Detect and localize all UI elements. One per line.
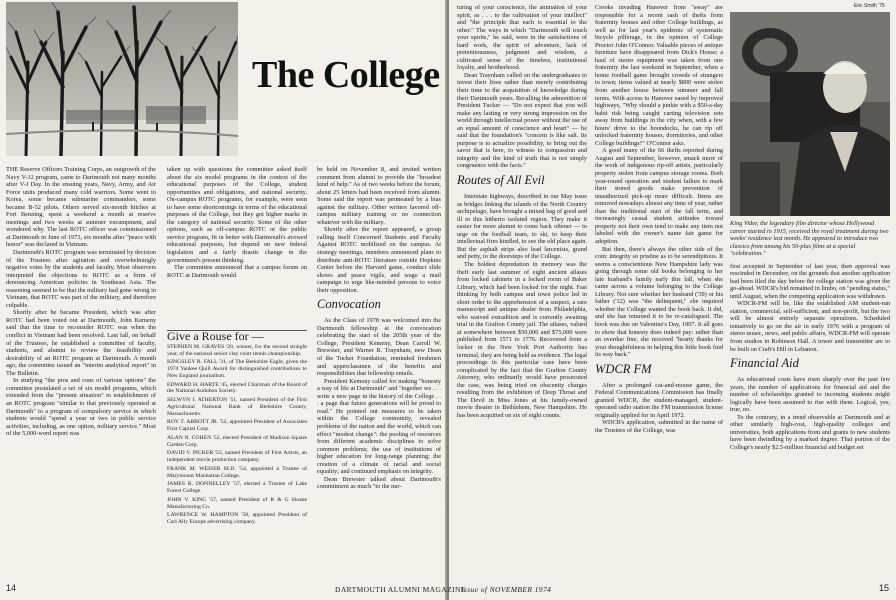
paragraph: The boldest depredation in memory was the theft early last summer of eight ancient atlases from locked cabinets in a locked room of Baker Library, which had been locked for the night. Fast thinking by both campus and town police led in short order to the apprehension of a suspect, a rare manuscript and antique dealer from Philadelphia, who waived extradition and is currently awaiting trial in the Grafton County jail. The atlases, valued at somewhere between $50,000 and $75,000 were published from 1571 to 1776. Recovered from a locker in the New York Port Authority bus terminal, they are being held as evidence. The legal proceedings in this particular case have been complicated by the fact that the Grafton County Attorney, who ordinarily would have prosecuted the case, was being tried on obscenity charges resulting from the exhibition of Deep Throat and The Devil in Miss Jones at his family-owned movie theater in Bethlehem, New Hampshire. He has been acquitted on six of eight counts. xyxy=(457,260,587,419)
paragraph: taken up with questions the committee asked itself about the six model programs in the context of the educational purposes of the College, student opportunities and obligations, and national security. On-campus ROTC programs, for example, were seen to have some shortcomings in terms of the educational purposes of the College, but they got higher marks in the category of national security. Some of the other options, such as off-campus ROTC or the public service program, fit in better with Dartmouth's avowed educational purposes, but depend on new federal legislation and a fairly drastic change in the government's present thinking. xyxy=(167,166,307,264)
right-page xyxy=(449,0,896,600)
paragraph: WDCR's application, submitted in the name of the Trustees of the College, was xyxy=(595,419,723,434)
paragraph: But then, there's always the other side of the coin: integrity so pristine as to be serendipitous. It seems a conscientious New Hampshire lady was going through some old books belonging to her late husband's family early this fall, when she came across a volume belonging to the College Library. Not sure whether her husband ('39) or his father ('12) was "the delinquent," she inquired whether the College wanted the book back. It did, and she has returned it to be re-catalogued. The book was due on Valentine's Day, 1907. It all goes to show that honesty does indeed pay: rather than an overdue fine, she received "hearty thanks for your thoughtfulness in helping this little book find its way back." xyxy=(595,245,723,359)
left-page xyxy=(0,0,447,600)
box-entry: SELWYN I. ATHERTON '51, named President of the First Agricultural National Bank of Berkshire County, Massachusetts. xyxy=(167,397,307,417)
box-entry: KINGSLEY R. FALL '31, of The Berkshire Eagle, given the 1974 Yankee Quill Award for distinguished contributions to New England journalism. xyxy=(167,359,307,379)
king-vidor-photo xyxy=(730,12,890,216)
paragraph: Dean Brewster talked about Dartmouth's commitment as much "to the nur- xyxy=(317,475,441,491)
paragraph: Shortly after the report appeared, a group calling itself Concerned Students and Faculty Against ROTC mobilized on the campus. At strategy meetings, members announced plans to distribute anti-ROTC literature outside Hopkins Center before the Harvard game, conduct slide shows and peace vigils, and wage a mail campaign to urge like-minded persons to voice their opposition. xyxy=(317,226,441,294)
heading-routes: Routes of All Evil xyxy=(457,173,545,188)
paragraph: Shortly after he became President, which was after ROTC had been voted out at Dartmouth, John Kemeny said that the time to reconsider ROTC was when the conflict in Vietnam had been resolved. Last fall, on behalf of the Trustees, he established a committee of faculty, students, and alumni to review the feasibility and desirability of an ROTC program at Dartmouth. A month ago, the committee issued an "interim analytical report" in The Bulletin. xyxy=(6,309,156,377)
article-column-r3 xyxy=(730,220,890,592)
article-column-3 xyxy=(317,166,441,588)
box-entry: ROY T. ABBOTT JR. '52, appointed President of Associates First Capital Corp. xyxy=(167,419,307,432)
box-entry: EDWARD H. HARTE '45, elected Chairman of the Board of the National Audubon Society. xyxy=(167,381,307,395)
give-a-rouse-box xyxy=(167,330,307,579)
article-column-2 xyxy=(167,166,307,326)
paragraph: be held on November 8, and invited written comment from alumni to provide the "broadest kind of help." As of two weeks before the forum, about 25 letters had been received from alumni. Some said the report was permeated by a bias against the military. Other writers favored off-campus military training or no connection whatever with the military. xyxy=(317,166,441,226)
box-heading: Give a Rouse for — xyxy=(167,330,264,343)
issue-line: Issue of NOVEMBER 1974 xyxy=(461,585,552,594)
paragraph: In studying "the pros and cons of various options" the committee postulated a set of six model programs, which extended from the "present situation" to establishment of an ROTC program "similar to that previously operated at Dartmouth" to a program of compulsory service in which students would "spend a year or two in public service activities, including, as one option, military service." Most of the 5,000-word report was xyxy=(6,377,156,438)
paragraph: To the contrary, in a trend observable at Dartmouth and at other similarly high-cost, high-quality colleges and universities, both applications from and grants to new students have been dwindling by a marked degree. That portion of the College's nearly $2.5-million financial aid budget set xyxy=(730,413,890,451)
campus-trees-image xyxy=(6,2,238,156)
heading-financial-aid: Financial Aid xyxy=(730,356,799,371)
heading-convocation: Convocation xyxy=(317,297,381,312)
paragraph: Interstate highways, described in our May issue as bridges linking the islands of the North Country archipelago, have brought a mixed bag of good and ill to this hitherto isolated region. They make it easier for more alumni to come back oftener — to urge on the football team, to ski, to keep their intellectual fires kindled, to see the old place again. But the asphalt strips also lead larcenists, grand and petty, to the doorsteps of the College. xyxy=(457,193,587,261)
section-title: The College xyxy=(252,54,440,96)
photo-credit: Eric Smith '75 xyxy=(854,3,885,9)
paragraph: first accepted in September of last year, then approval was rescinded in December, on the grounds that another application had been filed the day before the college station was given the go-ahead. WDCR's bid remained in limbo, on "pending status," until August, when the competing application was withdrawn. xyxy=(730,262,890,300)
paragraph: Dean Traynham called on the undergraduates to invest their lives rather than merely contributing their time to the acquisition of knowledge during their Dartmouth years. Recalling the admonition of President Tucker — "Do not expect that you will make any lasting or very strong impression on the world through intellectual power without the use of an equal amount of conscience and heart" — he said that the foundation's "concern is like salt. Its purpose is to actualize possibility, to bring out the savor that is here, to witness to compassion and integrity and the kind of truth that is not simply congruence with the facts." xyxy=(457,71,587,170)
article-column-r2 xyxy=(595,4,723,592)
paragraph: WDCR-FM will be, like the established AM student-run station, commercial, self-sufficient, and non-profit, but the two will be almost entirely separate operations. Scheduled tentatively to go on the air in early 1976 with a program of stereo music, news, and public affairs, WDCR-FM will operate from studios in Robinson Hall. A tower and transmitter are to be built on Craft's Hill in Lebanon. xyxy=(730,300,890,353)
magazine-name: DARTMOUTH ALUMNI MAGAZINE xyxy=(335,585,466,594)
paragraph: Dartmouth's ROTC program was terminated by decision of the Trustees after agitation and overwhelmingly negative votes by the students and faculty. Most observers interpreted the objections to ROTC as a form of denouncing American policies in Southeast Asia. The reasoning seemed to be that the military had gone wrong in Vietnam, that ROTC was part of the military, and therefore culpable. xyxy=(6,249,156,309)
paragraph: turing of your conscience, the animation of your spirit, as . . . to the cultivation of your intellect" and "the principle that each is essential to the other." The ways in which "Dartmouth will touch your spirits," he said, were in the satisfactions of hard work, the spirit of adventure, lack of pretentiousness, judgment and wisdom, a cultivated sense of the timeless, institutional loyalty, and brotherhood. xyxy=(457,4,587,72)
paragraph: After a prolonged cat-and-mouse game, the Federal Communications Commission has finally granted WDCR, the student-managed, student-operated radio station the FM transmission license originally applied for in April 1972. xyxy=(595,381,723,419)
box-entry: JOHN V. KING '57, named President of R & G Sloane Manufacturing Co. xyxy=(167,496,307,510)
paragraph: THE Reserve Officers Training Corps, an outgrowth of the Navy V-12 program, came to Dartmouth not many months after V-J Day. In the ensuing years, Navy, Army, and Air Force units produced many cold warriors. Some went to Korea, some became submarine commanders, some became B-52 pilots. Others served six-month hitches at Fort Benning, spent a weekend a month at reserve meetings and two weeks at summer encampment, and wondered why. The last ROTC officer was commissioned at Dartmouth in June of 1973, six months after "peace with honor" was declared in Vietnam. xyxy=(6,166,156,249)
page-number-right: 15 xyxy=(879,583,890,593)
paragraph: Crooks invading Hanover from "away" are responsible for a recent rash of thefts from fraternity houses and other College buildings, as well as for last year's epidemic of systematic bicycle pilferage, in the opinion of College Proctor John O'Connor. Valuable pieces of antique furniture have disappeared from Dick's House; a haul of stereo equipment was taken from one fraternity the last weekend in September, when a home football game brought crowds of strangers to town; items valued at nearly $800 were stolen from another house between summer and fall terms. With access to Hanover eased by improved highways, "Why should a junkie with a $50-a-day habit risk being caught carting television sets away from buildings in the city when, with a few hours' drive to the boondocks, he can rip off unlocked fraternity houses, dormitories, and other College buildings?" O'Connor asks. xyxy=(595,4,723,147)
box-entry: STEPHEN M. GRAVES '20, winner, for the second straight year, of the national senior clay court tennis championship. xyxy=(167,343,307,357)
article-column-1 xyxy=(6,166,156,580)
paragraph: As the Class of 1978 was welcomed into the Dartmouth fellowship at the convocation celebrating the start of the 205th year of the College, President Kemeny, Dean Carroll W. Brewster, and Warner R. Traynham, new Dean of the Tucker Foundation, reminded freshmen and upperclassmen of the benefits and responsibilities that fellowship entails. xyxy=(317,317,441,378)
portrait-image xyxy=(730,12,890,216)
paragraph: President Kemeny called for making "honesty a way of life at Dartmouth" and "together we . . . write a new page in the history of the College . . . a page that future generations will be proud to read." He pointed out measures to be taken within the College community, revealed problems of the nation and the world, which can effect "modest change": the pooling of resources from different academic disciplines to solve common problems; the use of institutions of higher education for long-range planning; the creation of a climate of racial and social equality; and continued emphasis on integrity. xyxy=(317,377,441,476)
paragraph: The committee announced that a campus forum on ROTC at Dartmouth would xyxy=(167,264,307,279)
box-entry: FRANK M. WEISER M.D. '54, appointed a Trustee of Marymount Manhattan College. xyxy=(167,465,307,479)
box-entry: DAVID V. PICKER '53, named President of First Artists, an independent movie production company. xyxy=(167,450,307,463)
box-entry: ALAN N. COHEN '52, elected President of Madison Square Garden Corp. xyxy=(167,434,307,448)
campus-photo xyxy=(6,2,238,156)
article-column-r1 xyxy=(457,4,587,574)
box-entry: JAMES R. DONNELLEY '57, elected a Trustee of Lake Forest College. xyxy=(167,481,307,494)
paragraph: As educational costs have risen sharply over the past few years, the number of applications for financial aid and the number of scholarships granted to incoming students might logically have been assumed to rise with them. Logical, yes; true, no. xyxy=(730,376,890,414)
heading-wdcr: WDCR FM xyxy=(595,361,652,376)
photo-caption: King Vidor, the legendary film director whose Hollywood career started in 1915, received the royal treatment during two weeks' residence last month. He appeared to introduce two classics from among his 50-plus films at a special "celebration." xyxy=(730,220,889,257)
paragraph: A good many of the 66 thefts reported during August and September, however, smack more of the work of indigenous rip-off artists, particularly property stolen from campus storage rooms. Both year-round operation and student failure to mark their stored goods make prevention of unauthorized pick-up more difficult. Items are removed nowadays almost any time of year, rather than the traditional start of the fall term, and increasingly casual student attitudes toward property not their own tend to make any item not labeled with the owner's name fair game for adoption. xyxy=(595,147,723,245)
box-entry: LAWRENCE W. HAMPTON '58, appointed President of Carl Ally Europe advertising company. xyxy=(167,512,307,525)
page-number-left: 14 xyxy=(6,583,17,593)
